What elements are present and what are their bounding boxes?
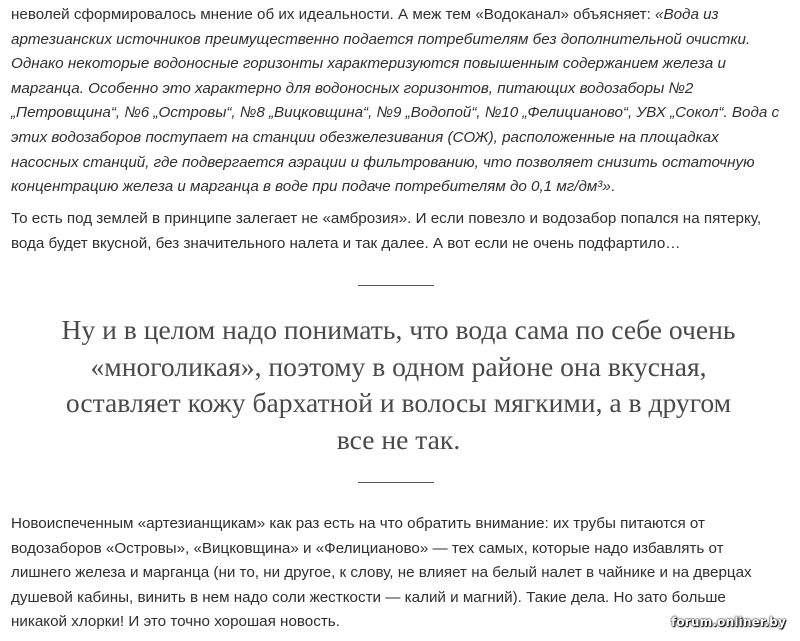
pullquote-divider-top: [358, 285, 434, 286]
paragraph-ambrosia: То есть под землей в принципе залегает не «амброзия». И если повезло и водозабор попался на пятерку, вода будет вкусной, без значительного налета и так далее. А вот если не очень подфартило…: [11, 210, 762, 252]
pullquote-divider-bottom: [358, 482, 434, 483]
paragraph-vodokanal-quote: [11, 3, 786, 200]
paragraph-artesian-owners: Новоиспеченным «артезианщикам» как раз есть на что обратить внимание: их трубы питаются от водозаборов «Островы», «Вицковщина» и «Фелицианово» — тех самых, которые надо избавлять от лишнего железа и марганца (ни то, ни другое, к слову, не влияет на белый налет в чайнике и на дверцах душевой кабины, винить в нем надо соли жесткости — калий и магний). Такие дела. Но зато больше никакой хлорки! И это точно хорошая новость.: [11, 515, 752, 631]
pullquote: Ну и в целом надо понимать, что вода сама по себе очень «многоликая», поэтому в одном районе она вкусная, оставляет кожу бархатной и волосы мягкими, а в другом все не так.: [61, 314, 736, 455]
vodokanal-quote: «Вода из артезианских источников преимущественно подается потребителям без дополнительной очистки. Однако некоторые водоносные горизонты характеризуются повышенным содержанием железа и марганца. Особенно это характерно для водоносных горизонтов, питающих водозаборы №2 „Петровщина“, №6 „Островы“, №8 „Вицковщина“, №9 „Водопой“, №10 „Фелицианово“, УВХ „Сокол“. Вода с этих водозаборов поступает на станции обезжелезивания (СОЖ), расположенные на площадках насосных станций, где подвергается аэрации и фильтрованию, что позволяет снизить остаточную концентрацию железа и марганца в воде при подаче потребителям до 0,1 мг/дм³»: [11, 6, 780, 196]
paragraph-intro: неволей сформировалось мнение об их идеальности. А меж тем «Водоканал» объясняет:: [11, 6, 656, 23]
watermark: forum.onliner.by: [670, 615, 786, 629]
paragraph-end: .: [610, 178, 616, 196]
